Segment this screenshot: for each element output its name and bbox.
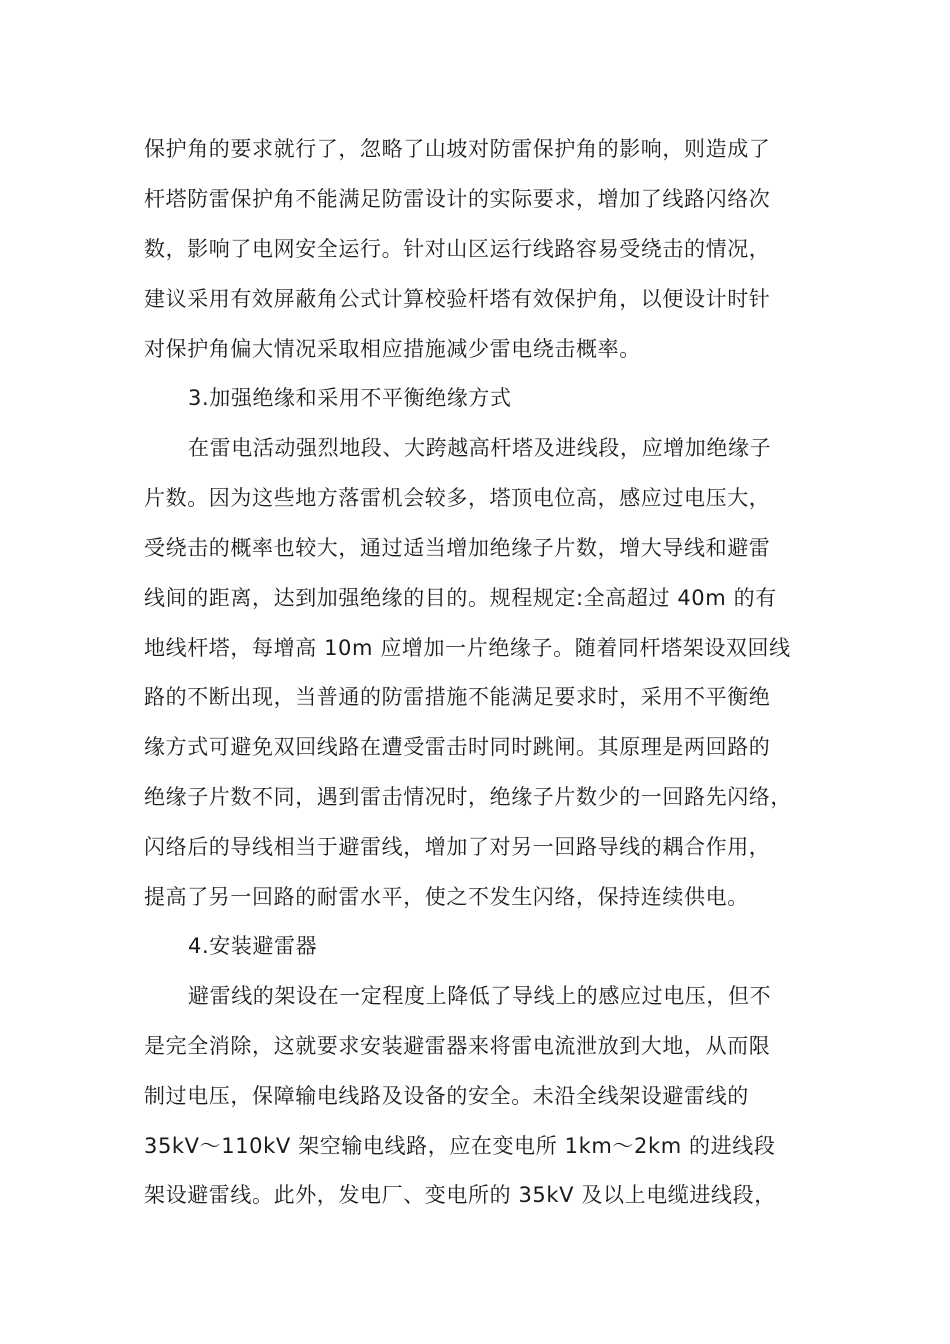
text-line: 数，影响了电网安全运行。针对山区运行线路容易受绕击的情况， xyxy=(144,237,771,261)
paragraph-first-line: 在雷电活动强烈地段、大跨越高杆塔及进线段，应增加绝缘子 xyxy=(188,436,772,460)
text-line: 对保护角偏大情况采取相应措施减少雷电绕击概率。 xyxy=(144,337,641,361)
text-line: 受绕击的概率也较大，通过适当增加绝缘子片数，增大导线和避雷 xyxy=(144,536,771,560)
text-line: 杆塔防雷保护角不能满足防雷设计的实际要求，增加了线路闪络次 xyxy=(144,187,771,211)
text-line: 保护角的要求就行了，忽略了山坡对防雷保护角的影响，则造成了 xyxy=(144,137,771,161)
text-line: 线间的距离，达到加强绝缘的目的。规程规定:全高超过 40m 的有 xyxy=(144,586,777,610)
text-line: 缘方式可避免双回线路在遭受雷击时同时跳闸。其原理是两回路的 xyxy=(144,735,771,759)
text-line: 制过电压，保障输电线路及设备的安全。未沿全线架设避雷线的 xyxy=(144,1084,749,1108)
text-line: 片数。因为这些地方落雷机会较多，塔顶电位高，感应过电压大， xyxy=(144,486,771,510)
text-line: 是完全消除，这就要求安装避雷器来将雷电流泄放到大地，从而限 xyxy=(144,1034,771,1058)
text-line: 提高了另一回路的耐雷水平，使之不发生闪络，保持连续供电。 xyxy=(144,885,749,909)
text-line: 路的不断出现，当普通的防雷措施不能满足要求时，采用不平衡绝 xyxy=(144,685,771,709)
section-heading: 4.安装避雷器 xyxy=(188,934,318,958)
section-heading: 3.加强绝缘和采用不平衡绝缘方式 xyxy=(188,386,512,410)
text-line: 架设避雷线。此外，发电厂、变电所的 35kV 及以上电缆进线段， xyxy=(144,1183,776,1207)
text-line: 闪络后的导线相当于避雷线，增加了对另一回路导线的耦合作用， xyxy=(144,835,771,859)
text-line: 地线杆塔，每增高 10m 应增加一片绝缘子。随着同杆塔架设双回线 xyxy=(144,636,791,660)
text-line: 建议采用有效屏蔽角公式计算校验杆塔有效保护角，以便设计时针 xyxy=(144,287,771,311)
text-line: 35kV～110kV 架空输电线路，应在变电所 1km～2km 的进线段 xyxy=(144,1134,776,1158)
paragraph-first-line: 避雷线的架设在一定程度上降低了导线上的感应过电压，但不 xyxy=(188,984,772,1008)
text-line: 绝缘子片数不同，遇到雷击情况时，绝缘子片数少的一回路先闪络， xyxy=(144,785,792,809)
